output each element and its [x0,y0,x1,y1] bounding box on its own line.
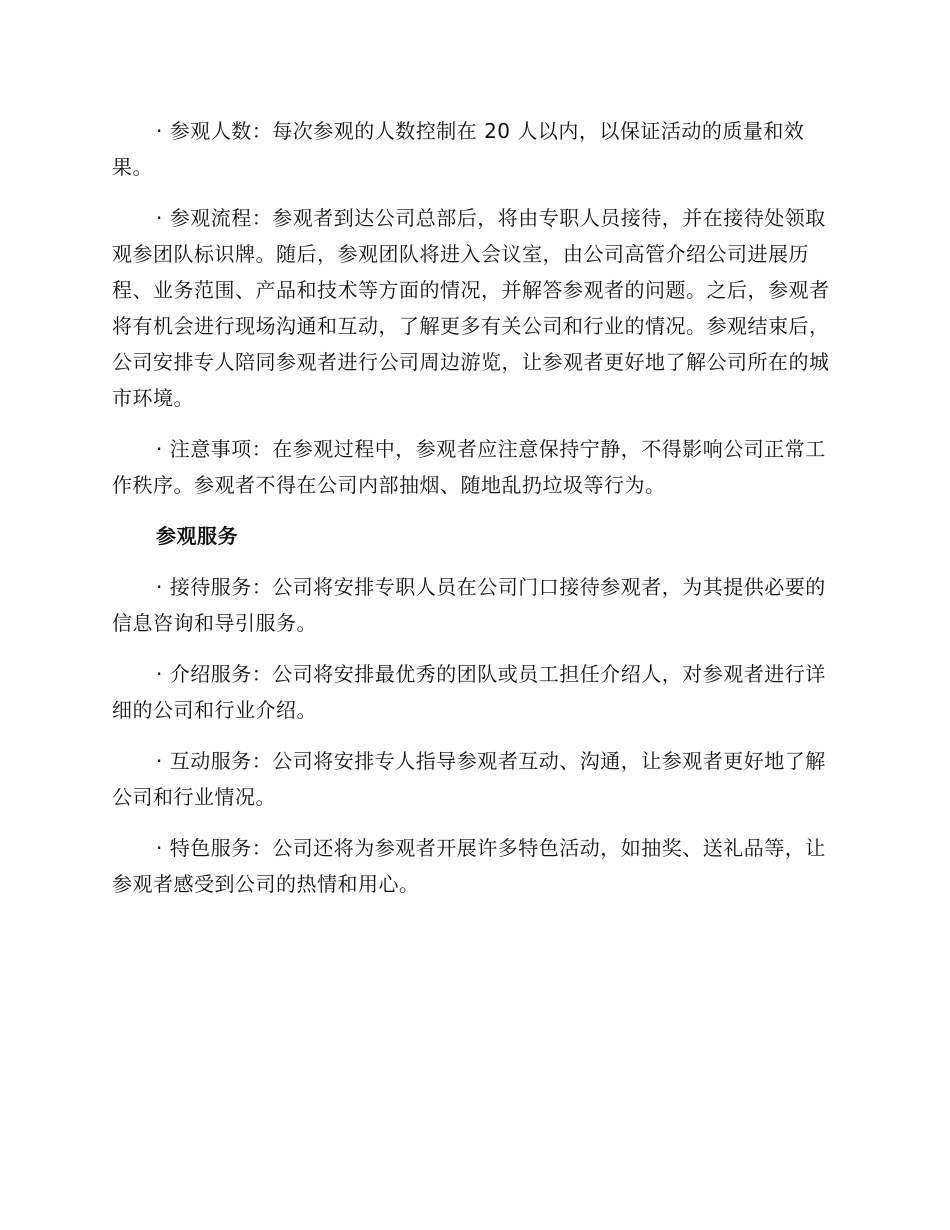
visitor-count-item [112,113,838,185]
introduction-service-label: · 介绍服务： [156,662,273,686]
special-service-text: 公司还将为参观者开展许多特色活动，如抽奖、送礼品等，让参观者感受到公司的热情和用心。 [112,836,826,896]
interaction-service-item [112,743,838,815]
notes-item [112,431,838,503]
visitor-count-label: · 参观人数： [156,119,273,143]
reception-service-label: · 接待服务： [156,575,273,599]
notes-label: · 注意事项： [156,437,273,461]
special-service-label: · 特色服务： [156,836,273,860]
interaction-service-label: · 互动服务： [156,749,273,773]
introduction-service-item [112,656,838,728]
introduction-service-text: 公司将安排最优秀的团队或员工担任介绍人，对参观者进行详细的公司和行业介绍。 [112,662,826,722]
reception-service-item [112,569,838,641]
interaction-service-text: 公司将安排专人指导参观者互动、沟通，让参观者更好地了解公司和行业情况。 [112,749,826,809]
visitor-count-text: 每次参观的人数控制在 20 人以内，以保证活动的质量和效果。 [112,119,805,179]
section-heading-visit-services: 参观服务 [156,524,238,548]
special-service-item [112,830,838,902]
notes-text: 在参观过程中，参观者应注意保持宁静，不得影响公司正常工作秩序。参观者不得在公司内部抽烟、随地乱扔垃圾等行为。 [112,437,826,497]
visit-process-text: 参观者到达公司总部后，将由专职人员接待，并在接待处领取观参团队标识牌。随后，参观团队将进入会议室，由公司高管介绍公司进展历程、业务范围、产品和技术等方面的情况，并解答参观者的问题。之后，参观者将有机会进行现场沟通和互动，了解更多有关公司和行业的情况。参观结束后，公司安排专人陪同参观者进行公司周边游览，让参观者更好地了解公司所在的城市环境。 [112,206,830,410]
reception-service-text: 公司将安排专职人员在公司门口接待参观者，为其提供必要的信息咨询和导引服务。 [112,575,826,635]
visit-process-item [112,200,838,416]
visit-process-label: · 参观流程： [156,206,273,230]
